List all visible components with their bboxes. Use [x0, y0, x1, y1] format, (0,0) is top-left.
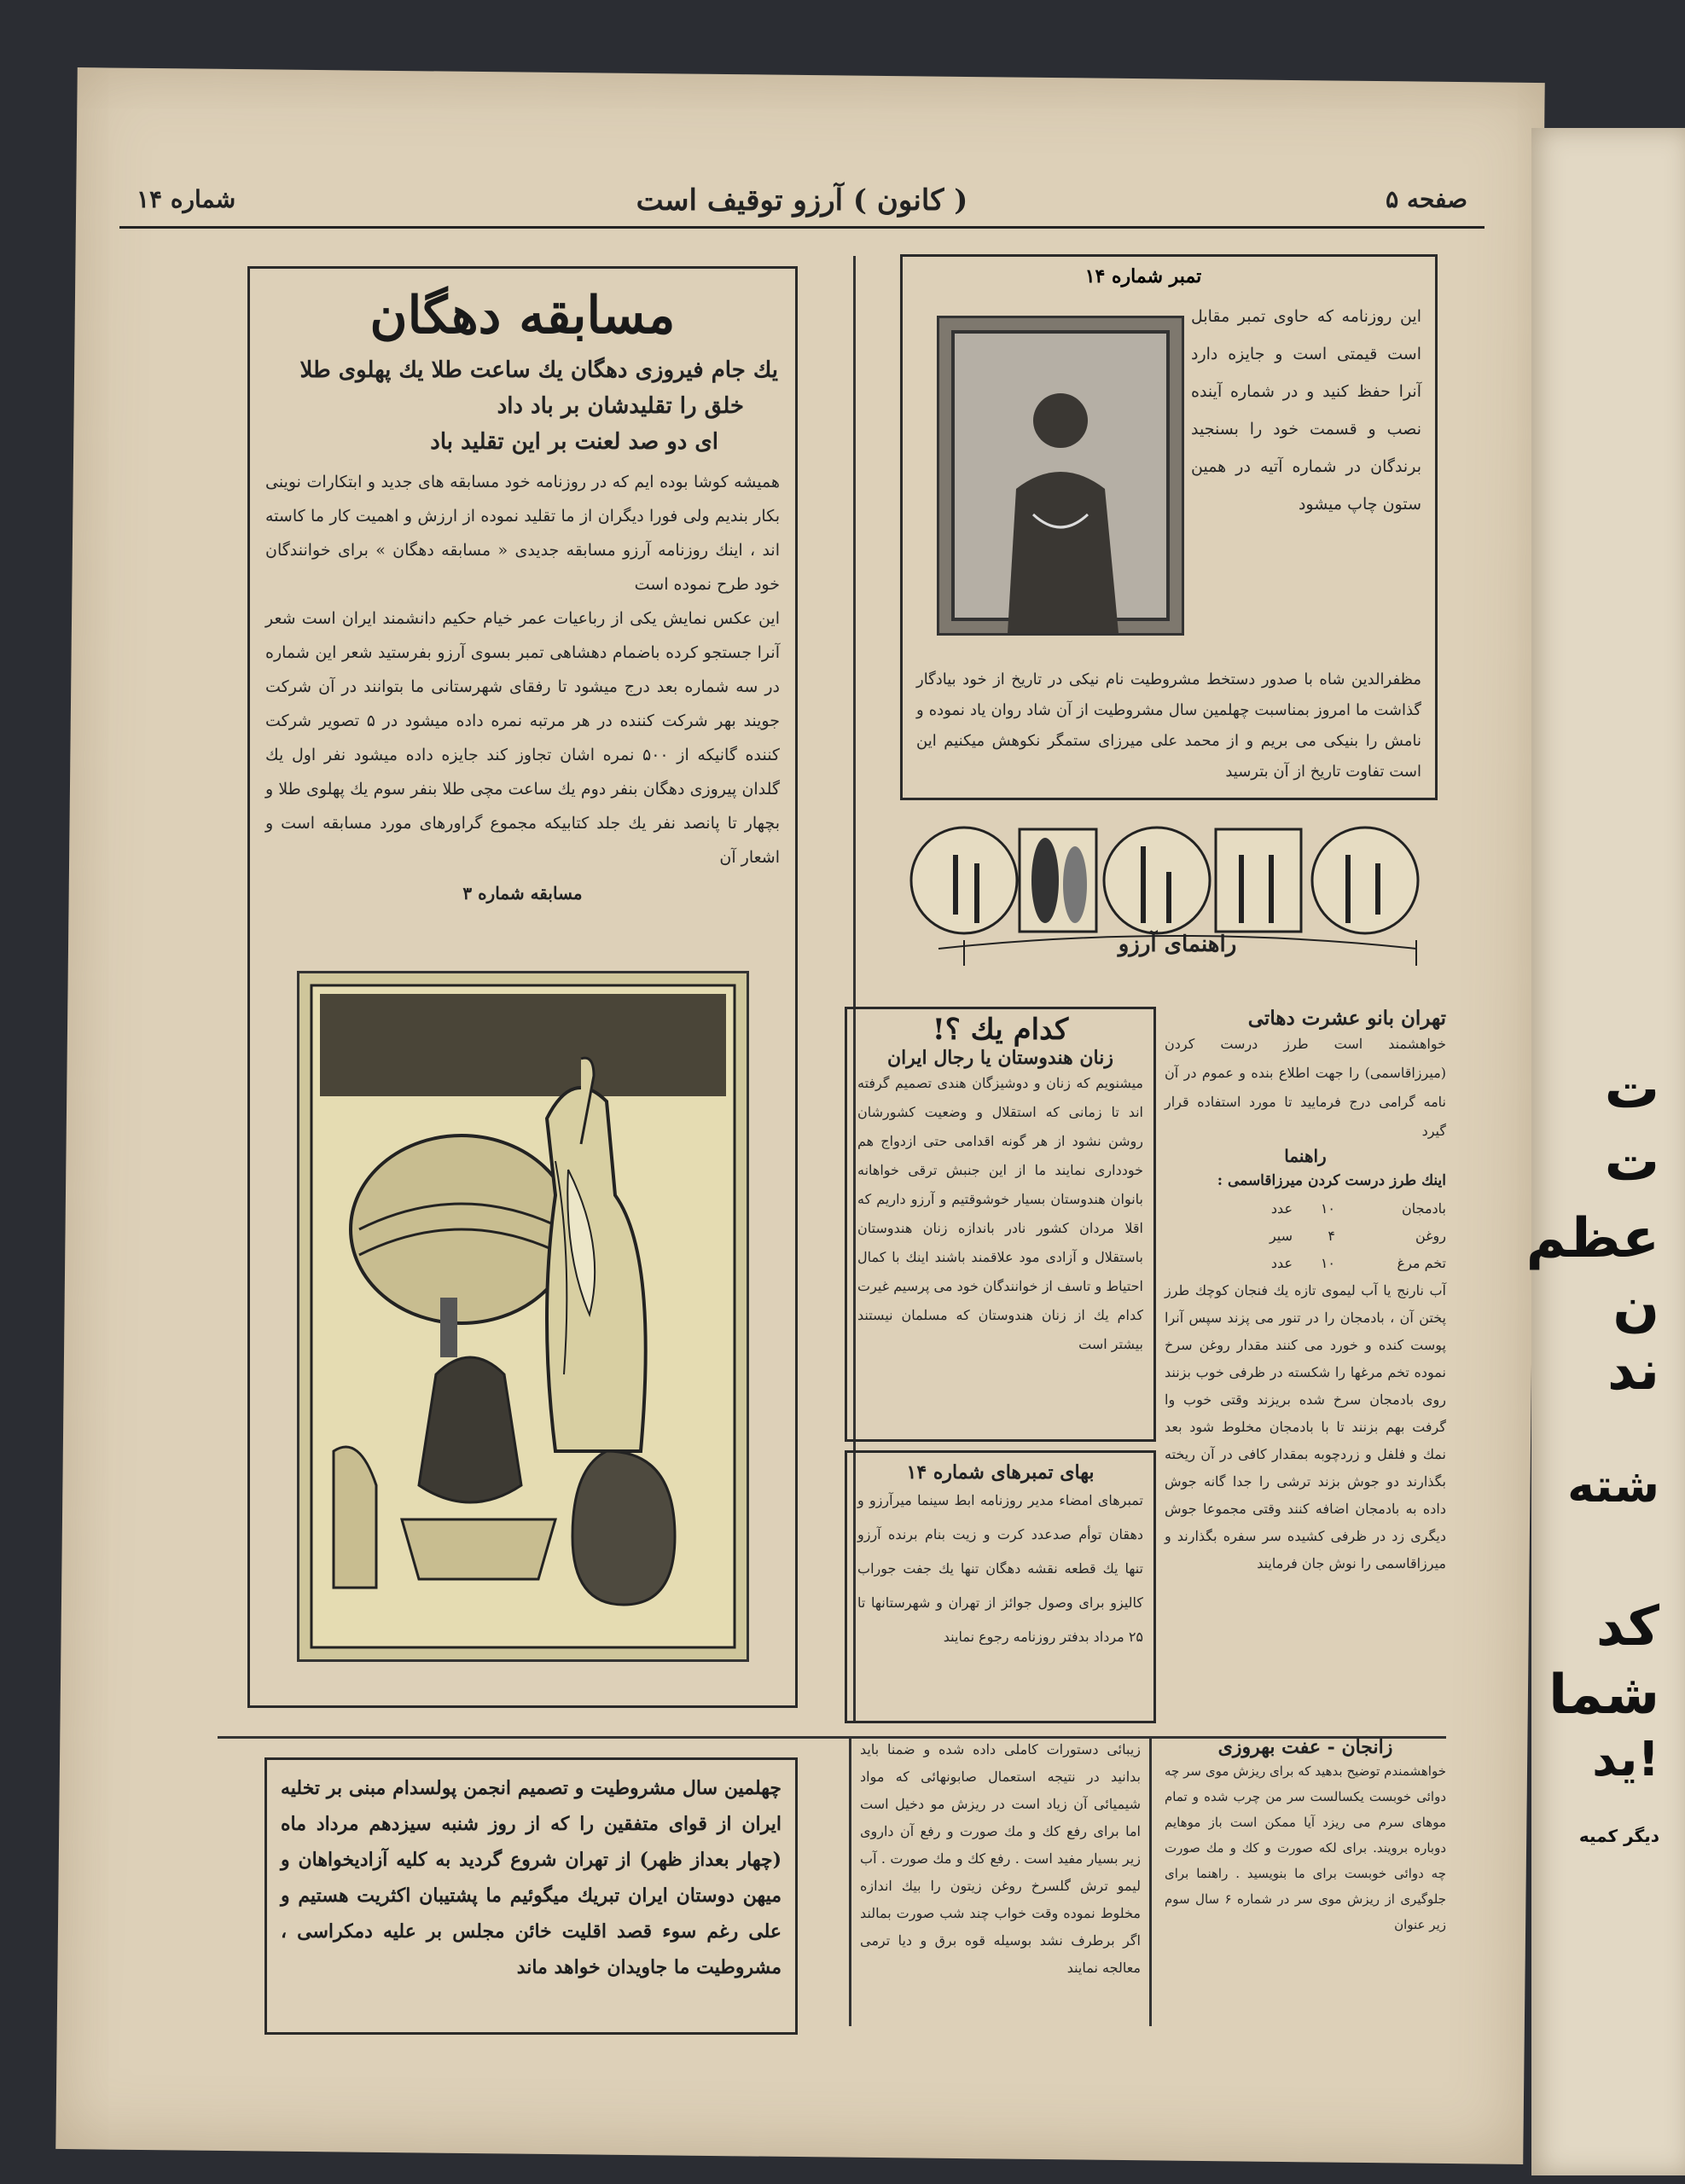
next-page-word: کد	[1595, 1595, 1659, 1658]
contest-rules: این عکس نمایش یکی از رباعیات عمر خیام حکیم دانشمند ایران است شعر آنرا جستجو کرده باضمام دهشاهی تمبر بسوی آرزو بفرستید شعر این شماره در سه شماره بعد درج میشود تا رفقای شهرستانی ما بتوانند در آن شرکت جویند بهر شرکت کننده در هر مرتبه نمره داده میشود در ۵ تصویر شرکت کننده گانیکه از ۵۰۰ نمره اشان تجاوز کند جایزه داده میشود نفر اول یك گلدان پیروزی دهگان بنفر دوم یك ساعت مچی طلا بنفر سوم یك پهلوی طلا و بچهار تا پانصد نفر یك جلد کتابیکه مجموع گراورهای مورد مسابقه است و اشعار آن	[265, 609, 780, 867]
contest-caption: مسابقه شماره ۳	[462, 883, 583, 903]
ingredient-unit: عدد	[1270, 1200, 1293, 1217]
recipe-body: آب نارنج یا آب لیموی تازه یك فنجان کوچك طرز پختن آن ، بادمجان را در تنور می پزند سپس آنرا پوست کنده و خورد می کنند مقدار روغن سرخ نموده تخم مرغها را شکسته در ظرفی خوب بزنند روی بادمجان سرخ شده بریزند وقتی خوب وا گرفت بهم بزنند تا با بادمجان مخلوط شود بعد نمك و فلفل و زردچوبه بمقدار کافی در آن ریخته بگذارند دو جوش بزند ترشی را جدا گانه جوش داده به بادمجان اضافه کنند وقتی مجموعا جوش دیگری زد در ظرفی کشیده سر سفره بگذارند و میرزاقاسمی را نوش جان فرمایند	[1165, 1282, 1446, 1571]
which-title: کدام یك ؟!	[932, 1013, 1069, 1047]
beauty-body: زیبائی دستورات کاملی داده شده و ضمنا باید بدانید در نتیجه استعمال صابونهائی که مواد شیمیائی آن زیاد است در ریزش مو دخیل است اما برای رفع کك و مك صورت و رفع آن داروی زیر بسیار مفید است . رفع کك و مك صورت . آب لیمو ترش گلسرخ روغن زیتون را بیك اندازه مخلوط نموده وقت خواب چند شب صورت بمالند اگر برطرف نشد بوسیله قوه برق و دیا ترمی معالجه نمایند	[860, 1741, 1141, 1976]
ingredient-unit: سیر	[1269, 1228, 1293, 1244]
masthead-title: ( کانون ) آرزو توقیف است	[636, 183, 968, 218]
guide-strip	[904, 821, 1442, 974]
next-page-word: ید!	[1592, 1732, 1659, 1787]
recipe-intro: خواهشمند است طرز درست کردن (میرزاقاسمی) را جهت اطلاع بنده و عموم در آن نامه گرامی درج فرمایید تا مورد استفاده قرار گیرد	[1165, 1036, 1446, 1139]
recipe-column	[1165, 1007, 1446, 1732]
prizes-title: بهای تمبرهای شماره ۱۴	[906, 1461, 1095, 1484]
khayyam-illustration	[297, 971, 749, 1662]
next-page-word: ند	[1607, 1339, 1659, 1403]
page-number: صفحه ۵	[1386, 185, 1467, 213]
ingredient-row	[1165, 1223, 1446, 1250]
next-page-word: شته	[1567, 1459, 1659, 1513]
zanjan-title: زانجان - عفت بهروزی	[1217, 1736, 1393, 1758]
which-one-box	[845, 1007, 1156, 1442]
recipe-title: تهران بانو عشرت دهاتی	[1247, 1007, 1446, 1030]
next-page-word: ن	[1612, 1275, 1659, 1339]
ingredient-unit: عدد	[1270, 1255, 1293, 1271]
shah-portrait-image	[939, 318, 1182, 633]
next-page-word: ت	[1604, 1058, 1659, 1121]
adjacent-page	[1525, 128, 1685, 2175]
prizes-box	[845, 1450, 1156, 1723]
contest-verse-1: یك جام فیروزی دهگان یك ساعت طلا یك پهلوی طلا	[299, 357, 778, 383]
zanjan-column	[1165, 1736, 1446, 2026]
which-subtitle: زنان هندوستان یا رجال ایران	[887, 1047, 1113, 1069]
stamp-footer: مظفرالدین شاه با صدور دستخط مشروطیت نام نیکی در تاریخ از خود بیادگار گذاشت ما امروز بمناسبت چهلمین سال مشروطیت از آن شاد روان یاد نموده و نامش را بنیکی می بریم و از محمد علی میرزای ستمگر نکوهش میکنیم این است تفاوت تاریخ از آن بترسید	[916, 671, 1421, 781]
contest-title: مسابقه دهگان	[369, 286, 676, 346]
recipe-guide-head: راهنما	[1284, 1146, 1327, 1166]
old-man-wine-illustration	[299, 973, 747, 1659]
stamp-title: تمبر شماره ۱۴	[1084, 265, 1202, 288]
stamp-body: این روزنامه که حاوی تمبر مقابل است قیمتی است و جایزه دارد آنرا حفظ کنید و در شماره آینده نصب و قسمت خود را بسنجید برندگان در شماره آتیه در همین ستون چاپ میشود	[1191, 307, 1421, 514]
contest-verse-2: خلق را تقلیدشان بر باد داد	[497, 393, 744, 419]
ingredient-row	[1165, 1195, 1446, 1223]
which-body: میشنویم که زنان و دوشیزگان هندی تصمیم گرفته اند تا زمانی که استقلال و وضعیت کشورشان روشن نشود از هر گونه اقدامی حتی ازدواج هم خودداری نمایند ما از این جنبش ترقی خواهانه بانوان هندوستان بسیار خوشوقتیم و آرزو داریم که اقلا مردان کشور نادر باندازه زنان هندوستان باستقلال و آزادی مود علاقمند باشند اینك با کمال احتیاط و تاسف از خوانندگان خود می پرسیم غیرت کدام یك از زنان هندوستان که مسلمان نیستند بیشتر است	[857, 1075, 1143, 1352]
ingredient-name: روغن	[1415, 1228, 1446, 1244]
contest-verse-3: ای دو صد لعنت بر این تقلید باد	[430, 429, 718, 455]
beauty-column	[849, 1736, 1152, 2026]
next-page-word: دیگر کمیه	[1578, 1826, 1659, 1846]
anniversary-box	[264, 1757, 798, 2035]
ingredient-name: بادمجان	[1402, 1200, 1446, 1217]
anniversary-body: چهلمین سال مشروطیت و تصمیم انجمن پولسدام مبنی بر تخلیه ایران از قوای متفقین را که از روز شنبه سیزدهم مرداد ماه (چهار بعداز ظهر) از تهران شروع گردید به کلیه آزادیخواهان و میهن دوستان ایران تبریك میگوئیم ما پشتیبان اکثریت هستیم و علی رغم سوء قصد اقلیت خائن مجلس بر علیه دمکراسی ، مشروطیت ما جاویدان خواهد ماند	[281, 1777, 781, 1978]
next-page-word: شما	[1548, 1664, 1659, 1727]
contest-intro: همیشه کوشا بوده ایم که در روزنامه خود مسابقه های جدید و ابتکارات نوینی بکار بندیم ولی فورا دیگران از ما تقلید نموده از ارزش و اهمیت کار ما کاسته اند ، اینك روزنامه آرزو مسابقه جدیدی « مسابقه دهگان » برای خوانندگان خود طرح نموده است	[265, 473, 780, 594]
page-header	[119, 175, 1485, 229]
prizes-body: تمبرهای امضاء مدیر روزنامه ابط سینما میرآرزو و دهقان توأم صدعدد کرت و زیت بنام برنده آرزو تنها یك قطعه نقشه دهگان تنها یك جفت جوراب کالیزو برای وصول جوائز از تهران و شهرستانها تا ۲۵ مرداد بدفتر روزنامه رجوع نمایند	[857, 1492, 1143, 1645]
next-page-word: ت	[1604, 1130, 1659, 1194]
zanjan-body: خواهشمندم توضیح بدهید که برای ریزش موی سر چه دوائی خوبست یکسالست سر من چرب شده و تمام موهای سرم می ریزد آیا ممکن است باز موهایم دوباره برویند. برای لکه صورت و کك و مك صورت چه دوائی خوبست برای ما بنویسید . راهنما برای جلوگیری از ریزش موی سر در شماره ۶ سال سوم زیر عنوان	[1165, 1763, 1446, 1932]
ingredient-qty: ۱۰	[1320, 1200, 1335, 1217]
stamp-portrait	[937, 316, 1184, 636]
ingredient-row	[1165, 1250, 1446, 1277]
ingredient-qty: ۱۰	[1320, 1255, 1335, 1271]
guide-label: راهنمای آرزو	[1118, 932, 1237, 957]
recipe-method-head: اینك طرز درست کردن میرزاقاسمی :	[1217, 1172, 1446, 1189]
ingredient-name: تخم مرغ	[1397, 1255, 1446, 1271]
issue-number: شماره ۱۴	[137, 185, 236, 213]
next-page-word: عظم	[1525, 1207, 1659, 1270]
ingredient-qty: ۴	[1328, 1228, 1335, 1244]
